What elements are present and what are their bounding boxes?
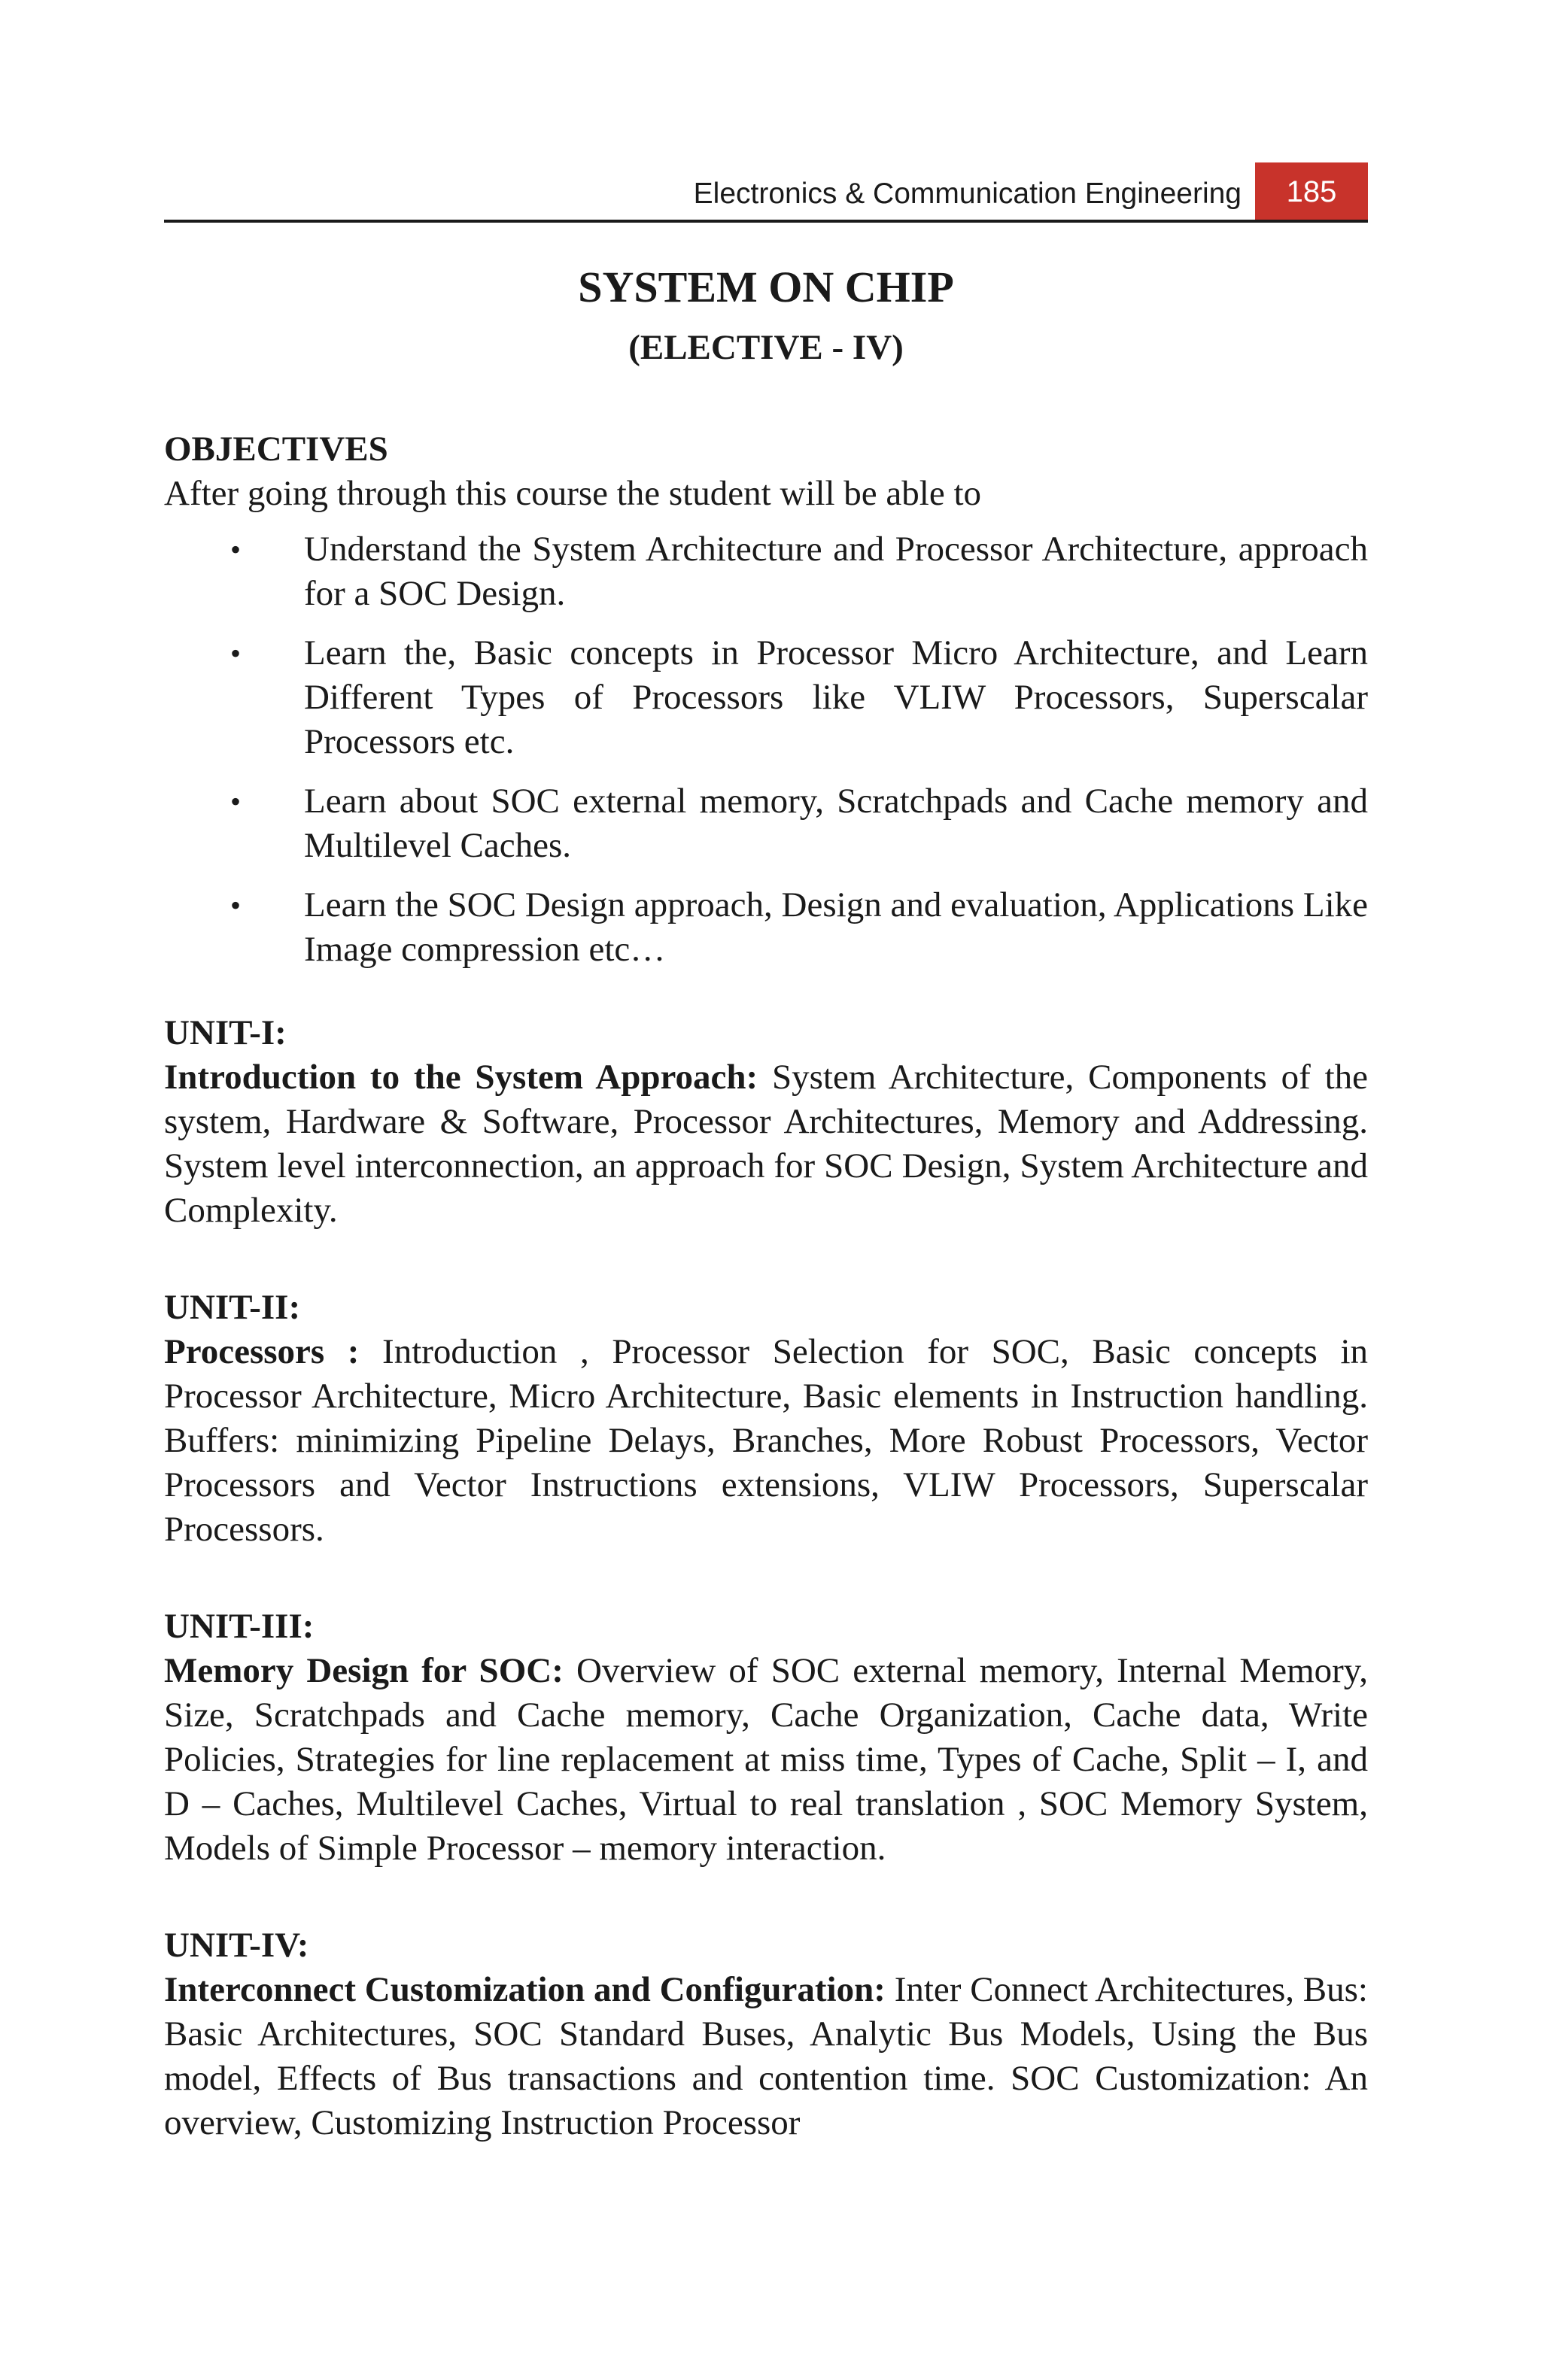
bullet-icon: • xyxy=(230,636,242,671)
unit-body xyxy=(164,1968,1368,2145)
unit-body xyxy=(164,1330,1368,1552)
unit-topic-title: Interconnect Customization and Configuration: xyxy=(164,1970,886,2010)
objective-text: Learn the SOC Design approach, Design and evaluation, Applications Like Image compression etc… xyxy=(304,885,1368,970)
bullet-icon: • xyxy=(230,785,242,819)
objective-text: Learn about SOC external memory, Scratchpads and Cache memory and Multilevel Caches. xyxy=(304,782,1368,866)
bullet-icon: • xyxy=(230,533,242,567)
unit-topic-text: Introduction , Processor Selection for SOC, Basic concepts in Processor Architecture, Micro Architecture, Basic elements in Instruction handling. Buffers: minimizing Pipeline Delays, Branches, More Robust Processors, Vector Processors and Vector Instructions extensions, VLIW Processors, Superscalar Processors. xyxy=(164,1332,1368,1550)
list-item xyxy=(164,631,1368,764)
document-subtitle: (ELECTIVE - IV) xyxy=(628,327,904,367)
unit-4-section xyxy=(164,1923,1368,2145)
header-title: Electronics & Communication Engineering xyxy=(693,178,1242,210)
list-item xyxy=(164,883,1368,972)
unit-heading: UNIT-IV: xyxy=(164,1926,309,1966)
objectives-intro: After going through this course the student will be able to xyxy=(164,474,982,514)
objective-text: Learn the, Basic concepts in Processor Micro Architecture, and Learn Different Types of Processors like VLIW Processors, Superscalar Processors etc. xyxy=(304,633,1368,762)
objectives-section xyxy=(164,427,1368,972)
unit-heading: UNIT-III: xyxy=(164,1607,315,1647)
unit-2-section xyxy=(164,1286,1368,1552)
objectives-heading: OBJECTIVES xyxy=(164,430,388,469)
unit-topic-title: Processors : xyxy=(164,1332,360,1372)
unit-heading: UNIT-I: xyxy=(164,1013,287,1053)
unit-topic-title: Introduction to the System Approach: xyxy=(164,1058,758,1097)
unit-1-section xyxy=(164,1011,1368,1233)
unit-topic-text: System Architecture, Components of the system, Hardware & Software, Processor Architectures, Memory and Addressing. System level interconnection, an approach for SOC Design, System Architecture and Complexity. xyxy=(164,1058,1368,1231)
unit-topic-text: Overview of SOC external memory, Internal Memory, Size, Scratchpads and Cache memory, Cache Organization, Cache data, Write Policies, Strategies for line replacement at miss time, Types of Cache, Split – I, and D – Caches, Multilevel Caches, Virtual to real translation , SOC Memory System, Models of Simple Processor – memory interaction. xyxy=(164,1651,1368,1868)
unit-body xyxy=(164,1055,1368,1233)
list-item xyxy=(164,527,1368,616)
objectives-list xyxy=(164,527,1368,972)
running-header xyxy=(164,158,1368,223)
bullet-icon: • xyxy=(230,888,242,923)
unit-topic-title: Memory Design for SOC: xyxy=(164,1651,564,1691)
list-item xyxy=(164,779,1368,868)
objective-text: Understand the System Architecture and Processor Architecture, approach for a SOC Design. xyxy=(304,530,1368,614)
unit-heading: UNIT-II: xyxy=(164,1288,301,1328)
page-number-badge: 185 xyxy=(1255,162,1368,220)
unit-body xyxy=(164,1649,1368,1871)
unit-3-section xyxy=(164,1604,1368,1871)
unit-topic-text: Inter Connect Architectures, Bus: Basic Architectures, SOC Standard Buses, Analytic Bus Models, Using the Bus model, Effects of Bus transactions and contention time. SOC Customization: An overview, Customizing Instruction Processor xyxy=(164,1970,1368,2143)
document-title: SYSTEM ON CHIP xyxy=(578,263,954,311)
page xyxy=(164,158,1368,2145)
